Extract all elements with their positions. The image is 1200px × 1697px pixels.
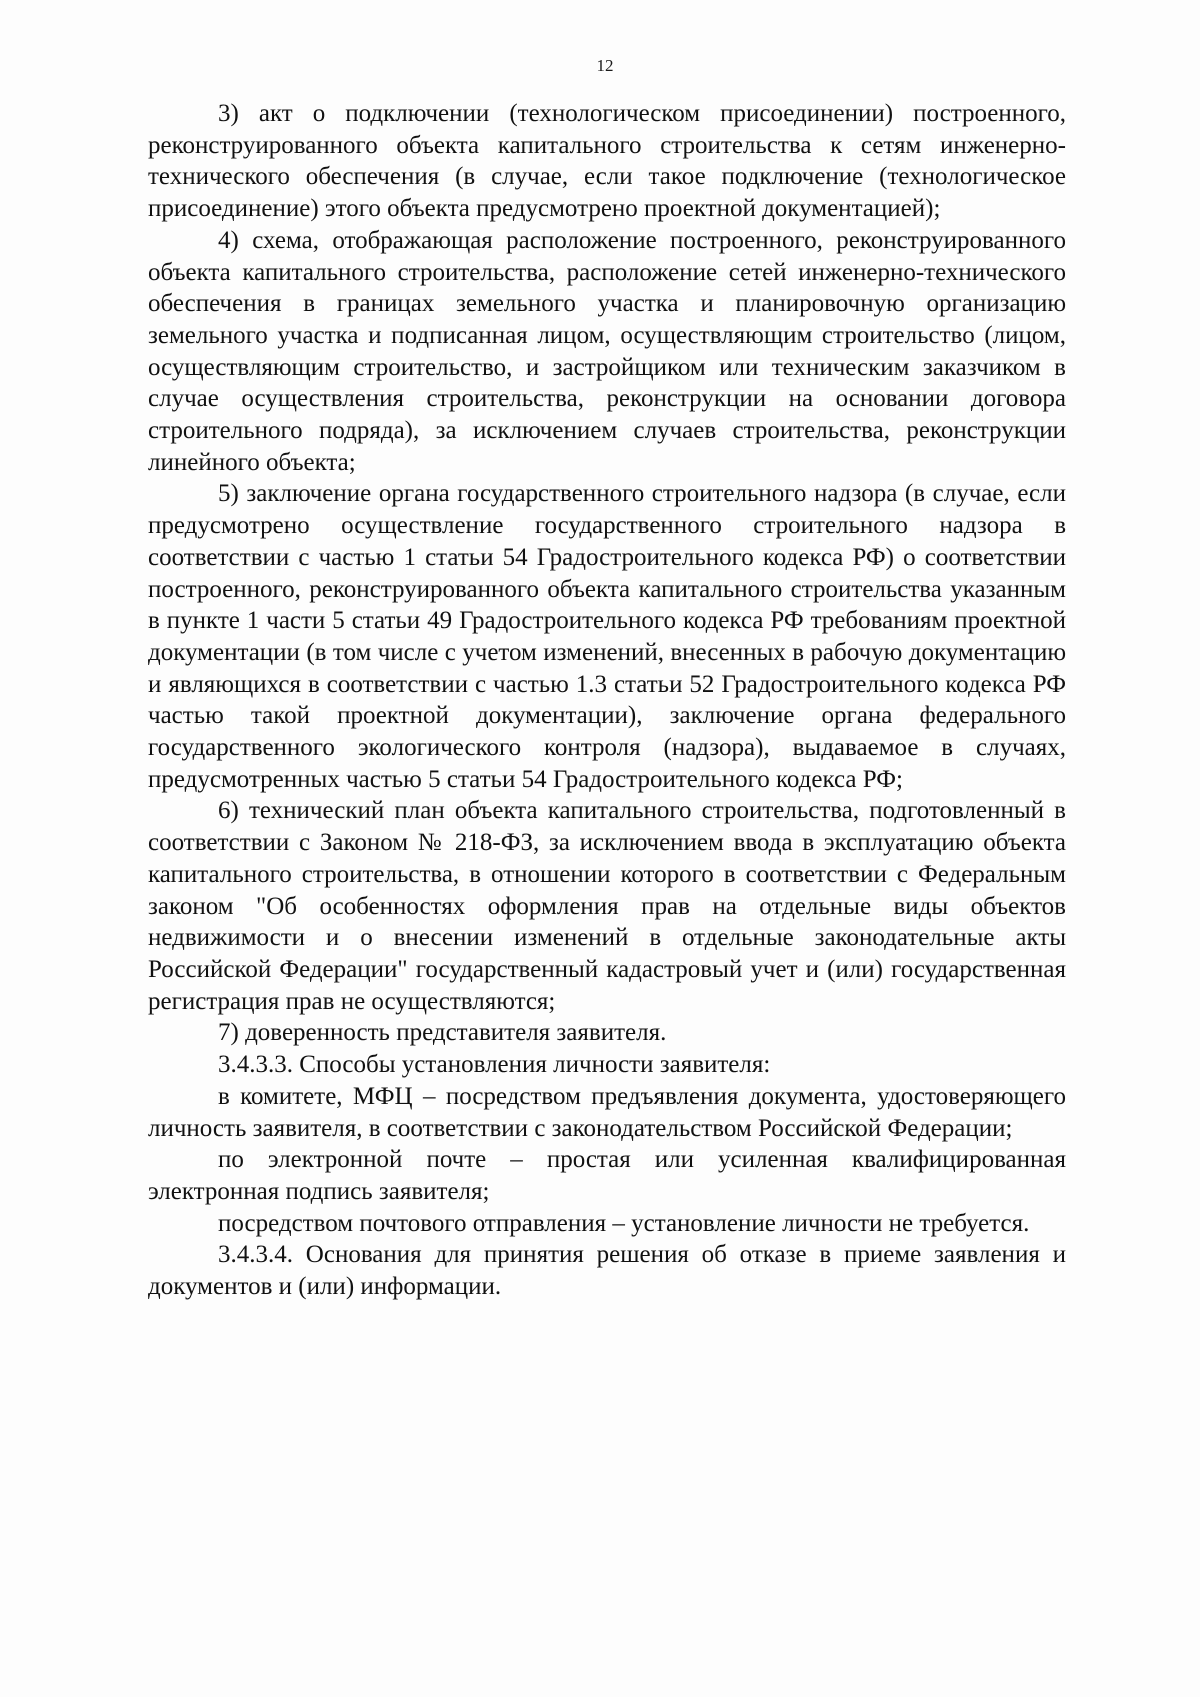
section-heading-3-4-3-3: 3.4.3.3. Способы установления личности заявителя: bbox=[218, 1051, 771, 1079]
paragraph-method-email: по электронной почте – простая или усиленная квалифицированная электронная подпись заявителя; bbox=[148, 1146, 1066, 1205]
paragraph-item-5: 5) заключение органа государственного строительного надзора (в случае, если предусмотрено осуществление государственного строительного надзора в соответствии с частью 1 статьи 54 Градостроительного кодекса РФ) о соответствии построенного, реконструированного объекта капитального строительства указанным в пункте 1 части 5 статьи 49 Градостроительного кодекса РФ требованиям проектной документации (в том числе с учетом изменений, внесенных в рабочую документацию и являющихся в соответствии с частью 1.3 статьи 52 Градостроительного кодекса РФ частью такой проектной документации), заключение органа федерального государственного экологического контроля (надзора), выдаваемое в случаях, предусмотренных частью 5 статьи 54 Градостроительного кодекса РФ; bbox=[148, 480, 1066, 793]
paragraph-item-3: 3) акт о подключении (технологическом присоединении) построенного, реконструированного объекта капитального строительства к сетям инженерно-технического обеспечения (в случае, если такое подключение (технологическое присоединение) этого объекта предусмотрено проектной документацией); bbox=[148, 100, 1066, 223]
paragraph-method-post: посредством почтового отправления – установление личности не требуется. bbox=[218, 1209, 1030, 1237]
paragraph-item-7: 7) доверенность представителя заявителя. bbox=[218, 1019, 667, 1047]
document-body bbox=[148, 98, 1066, 1303]
paragraph-item-6: 6) технический план объекта капитального строительства, подготовленный в соответствии с Законом № 218-ФЗ, за исключением ввода в эксплуатацию объекта капитального строительства, в отношении которого в соответствии с Федеральным законом "Об особенностях оформления прав на отдельные виды объектов недвижимости и о внесении изменений в отдельные законодательные акты Российской Федерации" государственный кадастровый учет и (или) государственная регистрация прав не осуществляются; bbox=[148, 797, 1066, 1015]
paragraph-method-committee: в комитете, МФЦ – посредством предъявления документа, удостоверяющего личность заявителя, в соответствии с законодательством Российской Федерации; bbox=[148, 1082, 1066, 1142]
paragraph-item-4: 4) схема, отображающая расположение построенного, реконструированного объекта капитального строительства, расположение сетей инженерно-технического обеспечения в границах земельного участка и планировочную организацию земельного участка и подписанная лицом, осуществляющим строительство (лицом, осуществляющим строительство, и застройщиком или техническим заказчиком в случае осуществления строительства, реконструкции на основании договора строительного подряда), за исключением случаев строительства, реконструкции линейного объекта; bbox=[148, 226, 1066, 476]
section-heading-3-4-3-4: 3.4.3.4. Основания для принятия решения об отказе в приеме заявления и документов и (или) информации. bbox=[148, 1241, 1066, 1301]
page-number: 12 bbox=[596, 56, 614, 75]
